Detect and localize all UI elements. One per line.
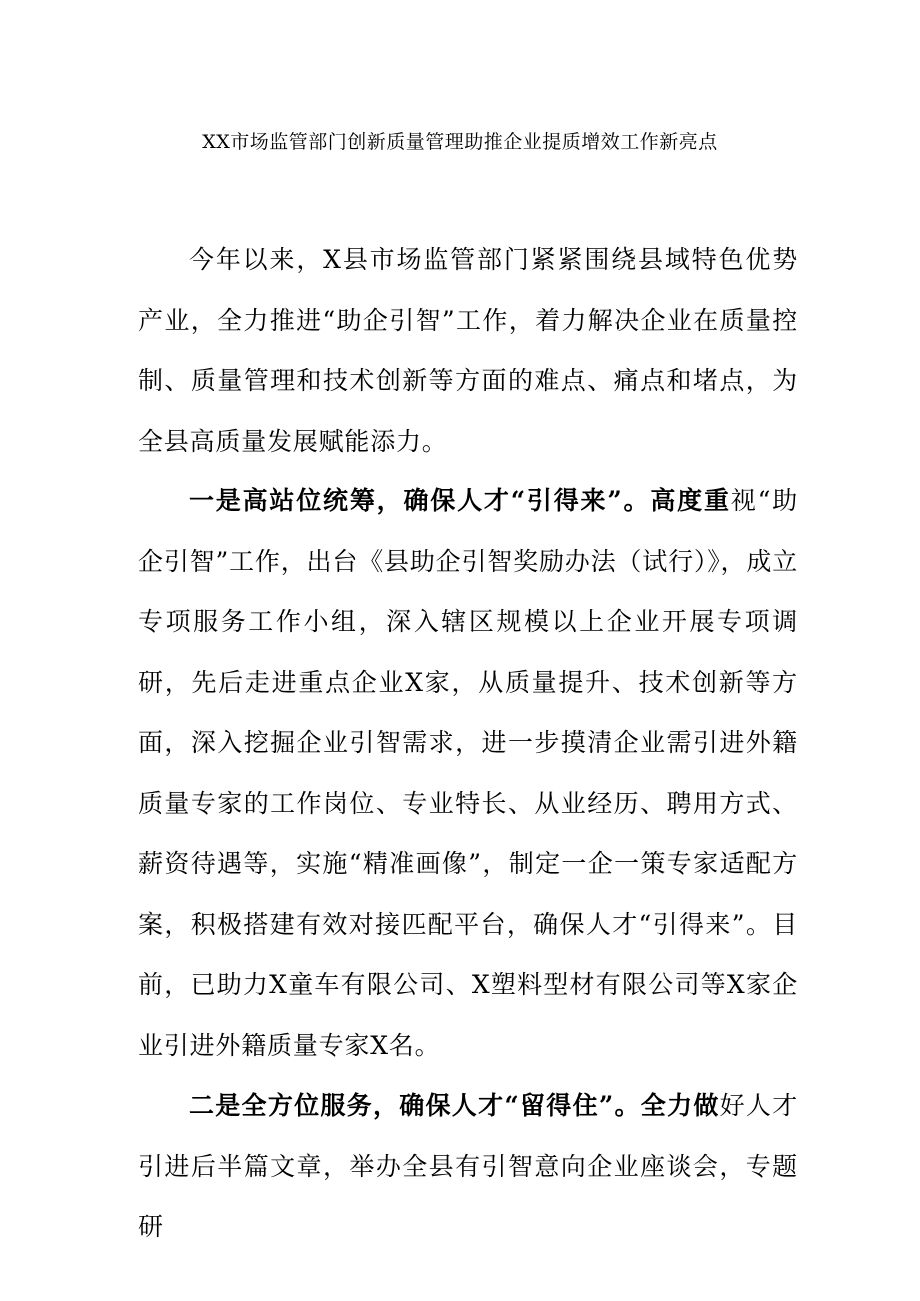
paragraph-point-two: [138, 1076, 798, 1258]
paragraph-point-one-text: 视“助企引智”工作，出台《县助企引智奖励办法（试行）》，成立专项服务工作小组，深入辖区规模以上企业开展专项调研，先后走进重点企业X家，从质量提升、技术创新等方面，深入挖掘企业引智需求，进一步摸清企业需引进外籍质量专家的工作岗位、专业特长、从业经历、聘用方式、薪资待遇等，实施“精准画像”，制定一企一策专家适配方案，积极搭建有效对接匹配平台，确保人才“引得来”。目前，已助力X童车有限公司、X塑料型材有限公司等X家企业引进外籍质量专家X名。: [138, 486, 798, 1060]
paragraph-point-two-lead: 二是全方位服务，确保人才“留得住”。全力做: [189, 1091, 720, 1120]
paragraph-point-one-lead: 一是高站位统筹，确保人才“引得来”。高度重: [189, 486, 731, 515]
paragraph-intro: [138, 230, 798, 472]
paragraph-intro-text: 今年以来，X县市场监管部门紧紧围绕县域特色优势产业，全力推进“助企引智”工作，着力解决企业在质量控制、质量管理和技术创新等方面的难点、痛点和堵点，为全县高质量发展赋能添力。: [138, 245, 798, 456]
paragraph-point-two-text: 好人才引进后半篇文章，举办全县有引智意向企业座谈会，专题研: [138, 1091, 799, 1241]
document-title: XX市场监管部门创新质量管理助推企业提质增效工作新亮点: [202, 131, 718, 153]
paragraph-point-one: [138, 471, 798, 1076]
